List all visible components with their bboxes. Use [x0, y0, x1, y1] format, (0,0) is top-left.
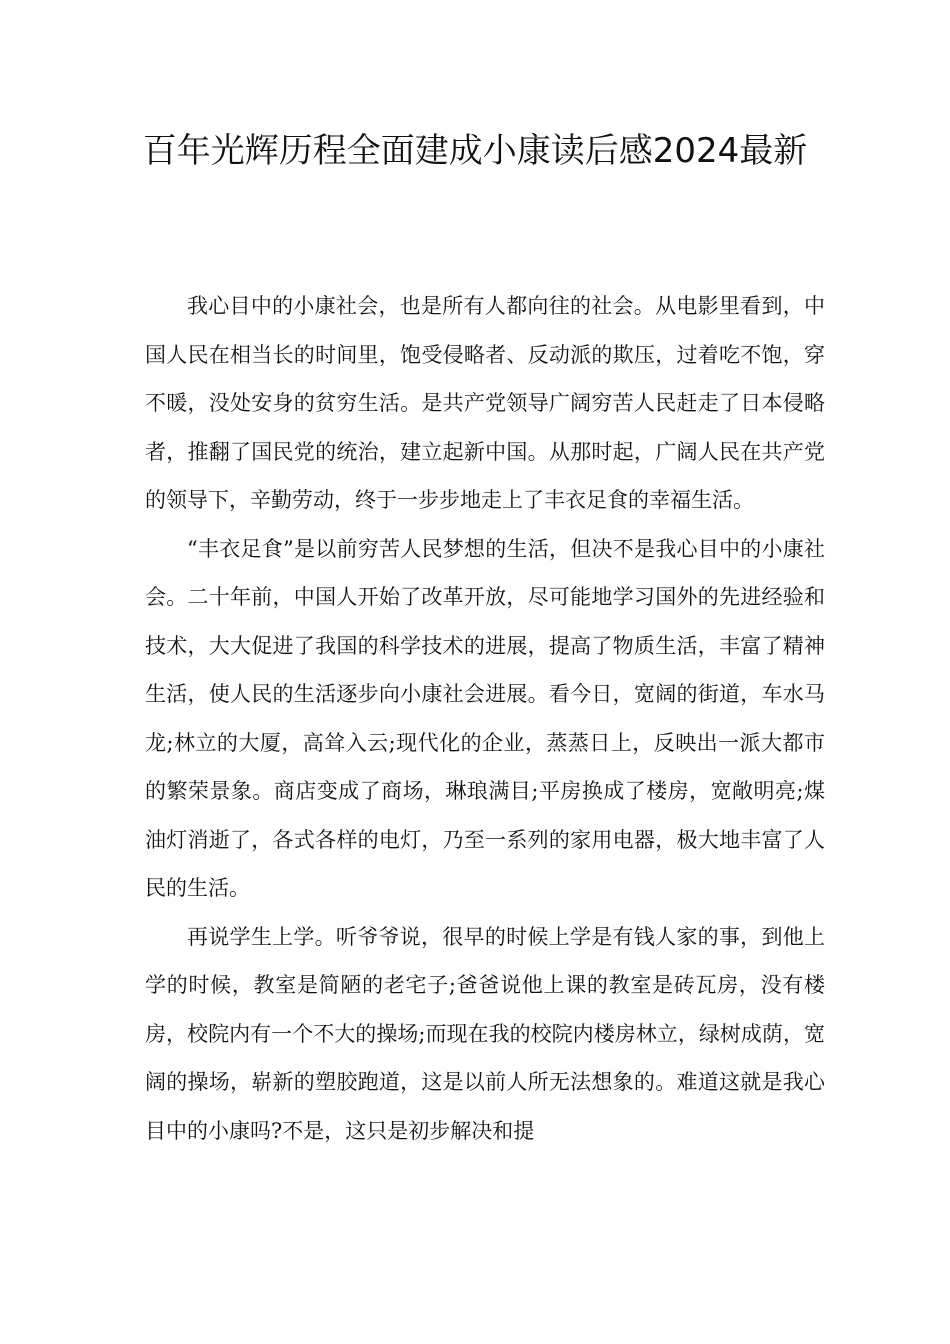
document-title: 百年光辉历程全面建成小康读后感2024最新 — [142, 131, 808, 171]
paragraph-3: 再说学生上学。听爷爷说，很早的时候上学是有钱人家的事，到他上学的时候，教室是简陋的老宅子;爸爸说他上课的教室是砖瓦房，没有楼房，校院内有一个不大的操场;而现在我的校院内楼房林立，绿树成荫，宽阔的操场，崭新的塑胶跑道，这是以前人所无法想象的。难道这就是我心目中的小康吗?不是，这只是初步解决和提 — [145, 924, 825, 1143]
paragraph-2: “丰衣足食”是以前穷苦人民梦想的生活，但决不是我心目中的小康社会。二十年前，中国人开始了改革开放，尽可能地学习国外的先进经验和技术，大大促进了我国的科学技术的进展，提高了物质生活，丰富了精神生活，使人民的生活逐步向小康社会进展。看今日，宽阔的街道，车水马龙;林立的大厦，高耸入云;现代化的企业，蒸蒸日上，反映出一派大都市的繁荣景象。商店变成了商场，琳琅满目;平房换成了楼房，宽敞明亮;煤油灯消逝了，各式各样的电灯，乃至一系列的家用电器，极大地丰富了人民的生活。 — [145, 536, 825, 900]
document-body — [145, 282, 825, 1155]
paragraph-1: 我心目中的小康社会，也是所有人都向往的社会。从电影里看到，中国人民在相当长的时间里，饱受侵略者、反动派的欺压，过着吃不饱，穿不暖，没处安身的贫穷生活。是共产党领导广阔穷苦人民赶走了日本侵略者，推翻了国民党的统治，建立起新中国。从那时起，广阔人民在共产党的领导下，辛勤劳动，终于一步步地走上了丰衣足食的幸福生活。 — [145, 294, 825, 512]
